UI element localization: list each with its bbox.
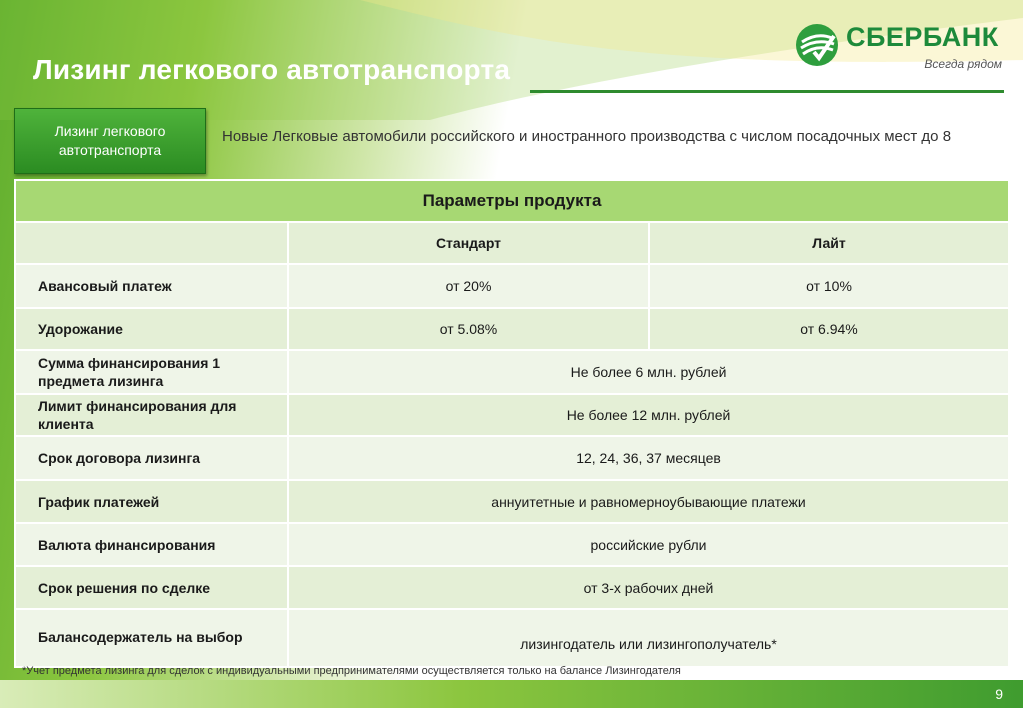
cell-value: российские рубли	[288, 523, 1009, 566]
row-label: Сумма финансирования 1 предмета лизинга	[15, 350, 288, 394]
sberbank-logo	[794, 20, 1006, 78]
cell-value: лизингодатель или лизингополучатель*	[288, 609, 1009, 667]
product-description: Новые Легковые автомобили российского и иностранного производства с числом посадочных мест до 8	[222, 128, 952, 145]
column-header-standard: Стандарт	[288, 222, 649, 264]
row-label: Балансодержатель на выбор	[15, 609, 288, 667]
cell-value: аннуитетные и равномерноубывающие платежи	[288, 480, 1009, 523]
page-title: Лизинг легкового автотранспорта	[33, 54, 511, 85]
table-title: Параметры продукта	[15, 180, 1009, 222]
cell-value: от 3-х рабочих дней	[288, 566, 1009, 609]
cell-lite: от 10%	[649, 264, 1009, 308]
footnote: *Учет предмета лизинга для сделок с индивидуальными предпринимателями осуществляется только на балансе Лизингодателя	[22, 665, 681, 677]
table-row	[15, 264, 1009, 308]
sberbank-logo-icon	[794, 22, 840, 68]
cell-standard: от 20%	[288, 264, 649, 308]
column-header-row	[15, 222, 1009, 264]
table-row	[15, 523, 1009, 566]
row-label: График платежей	[15, 480, 288, 523]
table-row	[15, 566, 1009, 609]
table-row	[15, 436, 1009, 480]
row-label: Срок договора лизинга	[15, 436, 288, 480]
row-label: Лимит финансирования для клиента	[15, 394, 288, 436]
header-divider	[530, 90, 1004, 93]
cell-standard: от 5.08%	[288, 308, 649, 350]
row-label: Валюта финансирования	[15, 523, 288, 566]
cell-value: Не более 12 млн. рублей	[288, 394, 1009, 436]
table-row	[15, 394, 1009, 436]
footer-bar	[0, 680, 1023, 708]
table-row	[15, 350, 1009, 394]
logo-tagline: Всегда рядом	[924, 57, 1002, 71]
column-header-empty	[15, 222, 288, 264]
table-row	[15, 308, 1009, 350]
row-label: Удорожание	[15, 308, 288, 350]
row-label: Авансовый платеж	[15, 264, 288, 308]
page-number: 9	[995, 686, 1003, 702]
product-category-button[interactable]: Лизинг легкового автотранспорта	[14, 108, 206, 174]
table-row	[15, 609, 1009, 667]
row-label: Срок решения по сделке	[15, 566, 288, 609]
table-header-row	[15, 180, 1009, 222]
cell-lite: от 6.94%	[649, 308, 1009, 350]
cell-value: 12, 24, 36, 37 месяцев	[288, 436, 1009, 480]
cell-value: Не более 6 млн. рублей	[288, 350, 1009, 394]
product-parameters-table	[14, 179, 1010, 668]
column-header-lite: Лайт	[649, 222, 1009, 264]
table-row	[15, 480, 1009, 523]
logo-text: СБЕРБАНК	[846, 22, 999, 52]
